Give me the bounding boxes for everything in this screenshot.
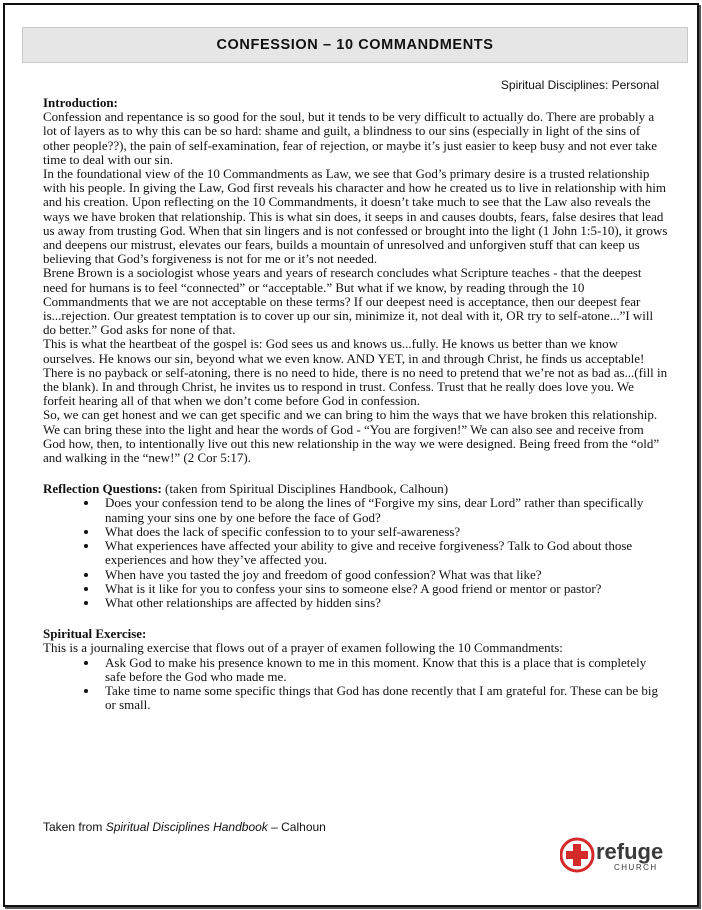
introduction-section: [43, 96, 669, 465]
logo-subname: CHURCH: [614, 863, 658, 872]
credit-suffix: – Calhoun: [267, 820, 326, 834]
credit-prefix: Taken from: [43, 820, 106, 834]
intro-paragraph: Brene Brown is a sociologist whose years and years of research concludes what Scripture teaches - that the deepest need for humans is to feel “connected” or “acceptable.” But what if we know, by reading through the 10 Commandments that we are not acceptable on these terms? If our deepest need is acceptance, then our deepest fear is...rejection. Our greatest temptation is to cover up our sin, minimize it, not deal with it, OR try to self-atone...”I will do better.” God asks for none of that.: [43, 265, 654, 338]
intro-paragraph: Confession and repentance is so good for the soul, but it tends to be very difficult to actually do. There are probably a lot of layers as to why this can be so hard: shame and guilt, a blindness to our sins (especially in light of the sins of other people??), the pain of self-examination, fear of rejection, or maybe it’s just easier to keep busy and not ever take time to deal with our sin.: [43, 109, 658, 167]
logo-name: refuge: [596, 839, 664, 864]
list-item: • Take time to name some specific things that God has done recently that I am grateful for. These can be big or small.: [99, 684, 669, 712]
intro-paragraph: In the foundational view of the 10 Commandments as Law, we see that God’s primary desire is a trusted relationship with his people. In giving the Law, God first reveals his character and how he created us to live in relationship with him and his creation. Upon reflecting on the 10 Commandments, it doesn’t take much to see that the Law also reveals the ways we have broken that relationship. This is what sin does, it seeps in and causes doubts, fears, false desires that lead us away from trusting God. When that sin lingers and is not confessed or brought into the light (1 John 1:5-10), it grows and deepens our mistrust, elevates our fears, builds a mountain of unresolved and unforgiven stuff that can keep us believing that God’s forgiveness is not for me or it’s not needed.: [43, 166, 668, 267]
introduction-heading: Introduction:: [43, 95, 118, 110]
exercise-intro: This is a journaling exercise that flows out of a prayer of examen following the 10 Commandments:: [43, 640, 563, 656]
reflection-section: [43, 482, 669, 610]
logo-cross-horizontal: [566, 851, 588, 859]
list-item: • What is it like for you to confess your sins to someone else? A good friend or mentor or pastor?: [99, 582, 669, 596]
list-item: • When have you tasted the joy and freedom of good confession? What was that like?: [99, 568, 669, 582]
page-title: CONFESSION – 10 COMMANDMENTS: [216, 37, 494, 53]
refuge-church-logo: [560, 835, 672, 875]
reflection-source: (taken from Spiritual Disciplines Handbook, Calhoun): [161, 481, 449, 497]
list-item: • Ask God to make his presence known to me in this moment. Know that this is a place that is completely safe before the God who made me.: [99, 656, 669, 684]
exercise-section: [43, 627, 669, 712]
document-body: [43, 96, 669, 712]
document-page: [3, 3, 699, 907]
intro-paragraph: So, we can get honest and we can get specific and we can bring to him the ways that we have broken this relationship. We can bring these into the light and hear the words of God - “You are forgiven!” We can also see and receive from God how, then, to intentionally live out this new relationship in the way we were designed. Being freed from the “old” and walking in the “new!” (2 Cor 5:17).: [43, 407, 660, 466]
reflection-question-list: [43, 496, 669, 610]
page-subtitle: Spiritual Disciplines: Personal: [500, 78, 659, 92]
title-bar: [22, 27, 688, 63]
credit-book-title: Spiritual Disciplines Handbook: [105, 820, 268, 834]
list-item: • Does your confession tend to be along the lines of “Forgive my sins, dear Lord” rather than specifically naming your sins one by one before the face of God?: [99, 496, 669, 524]
list-item: • What experiences have affected your ability to give and receive forgiveness? Talk to God about those experiences and how they’ve affected you.: [99, 539, 669, 567]
reflection-heading: Reflection Questions:: [43, 481, 162, 497]
reflection-heading-line: [43, 482, 669, 496]
intro-paragraph: This is what the heartbeat of the gospel is: God sees us and knows us...fully. He knows us better than we know ourselves. He knows our sin, beyond what we even know. AND YET, in and through Christ, he finds us acceptable! There is no payback or self-atoning, there is no need to hide, there is no need to pretend that we’re not as bad as...(fill in the blank). In and through Christ, he invites us to respond in trust. Confess. Trust that he really does love you. We forfeit hearing all of that when we don’t come before God in confession.: [43, 336, 668, 409]
list-item: • What does the lack of specific confession to to your self-awareness?: [99, 525, 669, 539]
exercise-list: [43, 656, 669, 713]
source-credit: [43, 820, 326, 834]
exercise-heading: Spiritual Exercise:: [43, 626, 147, 642]
list-item: • What other relationships are affected by hidden sins?: [99, 596, 669, 610]
